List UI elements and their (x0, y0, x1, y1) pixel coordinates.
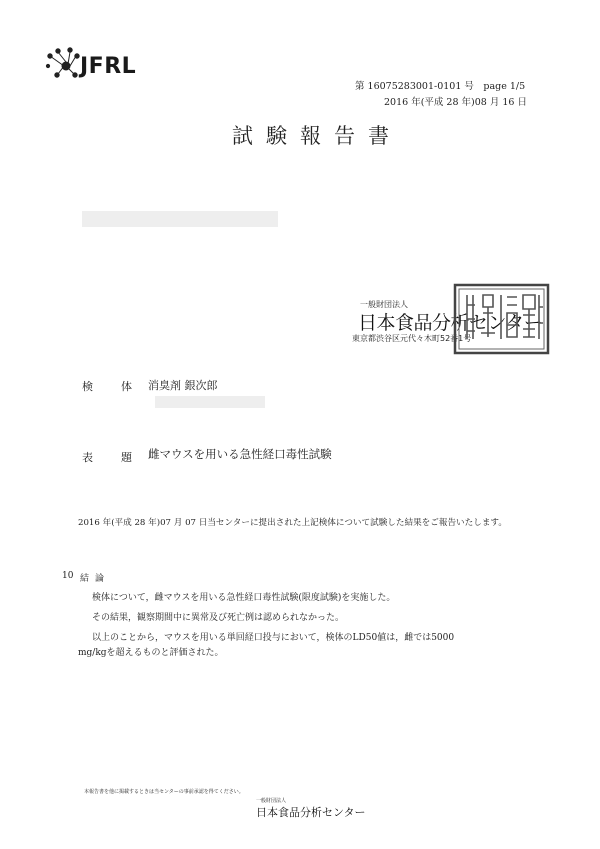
subject-label-second: 題 (121, 451, 132, 464)
redacted-sample-detail (155, 396, 265, 408)
logo-text: JFRL (80, 54, 137, 79)
issue-date: 2016 年(平成 28 年)08 月 16 日 (384, 97, 527, 108)
section-title: 結論 (80, 574, 111, 584)
conclusion-line: 以上のことから，マウスを用いる単回経口投与において，検体のLD50値は，雌では5000 (92, 633, 455, 643)
sample-label-first: 検 (82, 380, 93, 393)
report-number: 第 16075283001-0101 号 page 1/5 (355, 81, 526, 92)
redacted-client-block (82, 211, 278, 227)
subject-value: 雌マウスを用いる急性経口毒性試験 (148, 447, 332, 461)
conclusion-line: mg/kgを超えるものと評価された。 (78, 648, 224, 658)
document-title: 試験報告書 (232, 124, 402, 148)
footer-org-type: 一般財団法人 (256, 798, 287, 804)
conclusion-line: 検体について，雌マウスを用いる急性経口毒性試験(限度試験)を実施した。 (92, 593, 396, 603)
footer-note: 本報告書を他に掲載するときは当センターの事前承認を得てください。 (84, 789, 244, 795)
subject-label-first: 表 (82, 451, 93, 464)
footer-name: 日本食品分析センター (256, 806, 366, 819)
issuer-name: 日本食品分析センター (358, 312, 543, 334)
sample-value: 消臭剤 銀次郎 (148, 379, 218, 392)
intro-statement: 2016 年(平成 28 年)07 月 07 日当センターに提出された上記検体について試験した結果をご報告いたします。 (78, 518, 507, 528)
official-seal-icon (453, 283, 550, 355)
issuer-org-type: 一般財団法人 (360, 300, 408, 309)
section-number: 10 (62, 571, 74, 581)
sample-label-second: 体 (121, 380, 132, 393)
issuer-address: 東京都渋谷区元代々木町52番1号 (352, 334, 472, 343)
conclusion-line: その結果，観察期間中に異常及び死亡例は認められなかった。 (92, 613, 345, 623)
